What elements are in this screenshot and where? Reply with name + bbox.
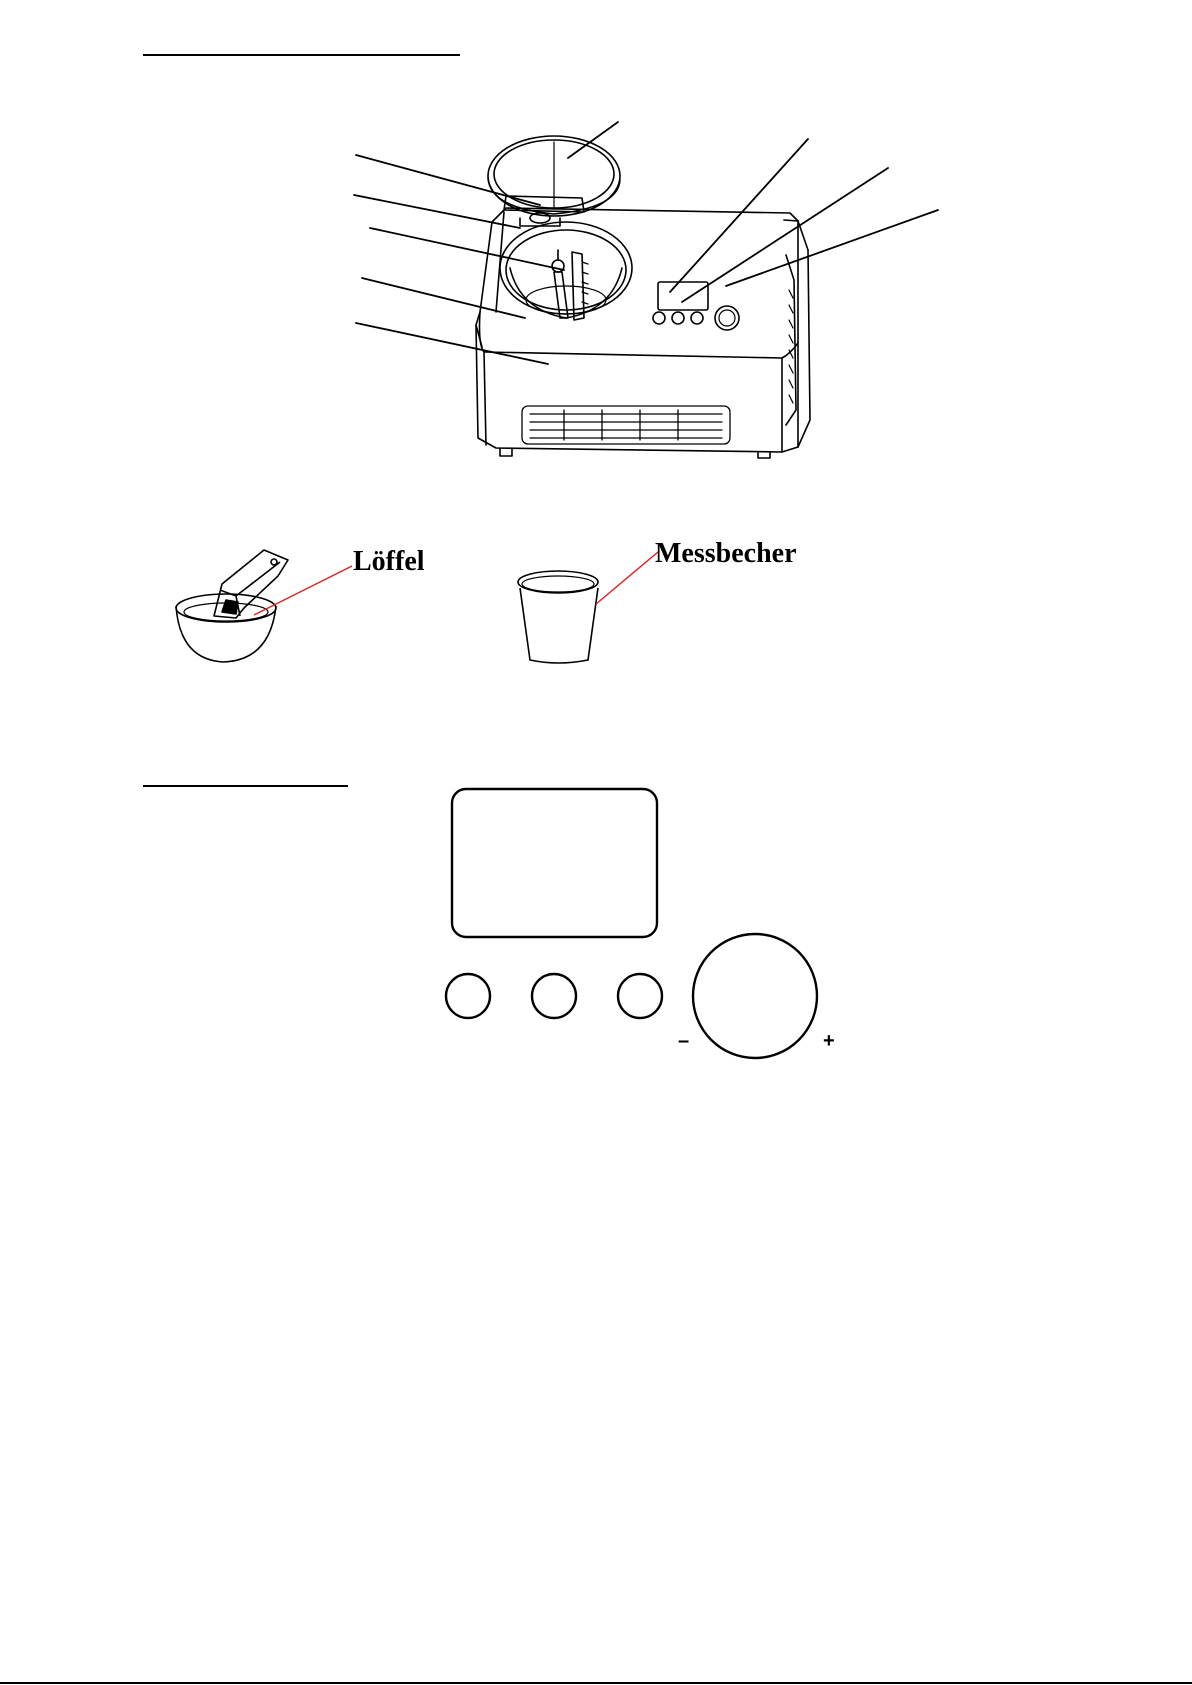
cup-leader-line [596, 552, 658, 604]
leader-line-buttons [682, 168, 888, 302]
cup-label: Messbecher [655, 538, 797, 569]
machine-lid [488, 136, 620, 226]
control-panel-button-3 [618, 974, 662, 1018]
control-panel-knob [693, 934, 817, 1058]
leader-line-housing [356, 323, 548, 364]
machine-button-2 [672, 312, 684, 324]
leader-line-panel [726, 210, 938, 286]
spoon-illustration [160, 530, 360, 665]
leader-line-paddle [370, 228, 564, 270]
leader-line-lid [568, 122, 618, 158]
machine-housing [476, 208, 810, 458]
control-panel-button-2 [532, 974, 576, 1018]
page-bottom-rule [0, 1682, 1192, 1684]
leader-line-bowl [362, 278, 525, 318]
leader-line-bowl-rim [354, 195, 520, 228]
spoon-leader-line [254, 566, 352, 615]
machine-button-3 [691, 312, 703, 324]
knob-minus-sign: – [678, 1030, 690, 1052]
knob-plus-sign: + [823, 1030, 835, 1052]
leader-line-display [670, 139, 808, 292]
spoon-label: Löffel [353, 546, 425, 577]
leader-line-lid-opening [356, 155, 540, 205]
machine-control-panel [653, 282, 739, 330]
part-leader-lines [354, 122, 938, 364]
ice-cream-machine-illustration [0, 0, 1192, 470]
machine-button-1 [653, 312, 665, 324]
side-vent-slots [789, 290, 793, 403]
front-vent [522, 406, 730, 444]
control-panel-diagram [0, 780, 1192, 1070]
control-panel-button-1 [446, 974, 490, 1018]
measuring-cup-illustration [510, 540, 670, 670]
control-panel-display [452, 789, 657, 937]
